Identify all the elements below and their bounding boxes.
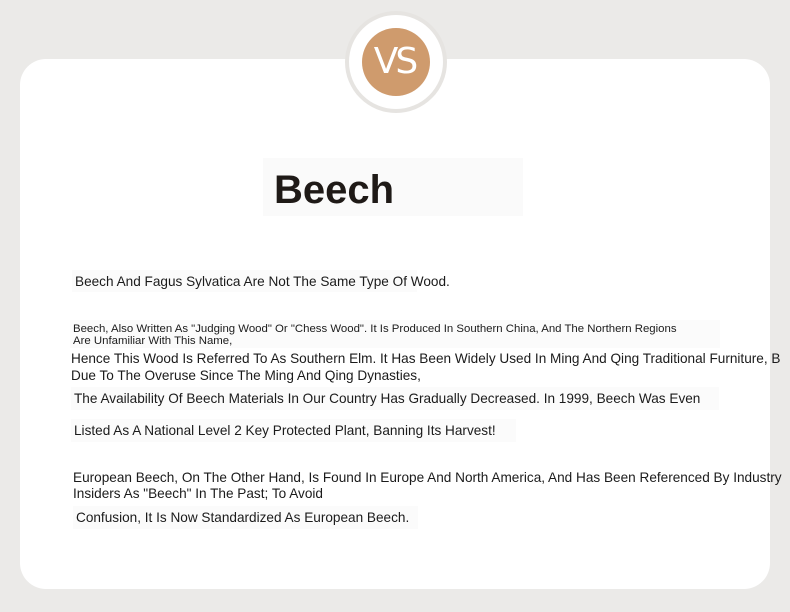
page-title: Beech xyxy=(274,168,395,212)
paragraph-line: Insiders As "Beech" In The Past; To Avoid xyxy=(73,486,323,501)
paragraph-line: Listed As A National Level 2 Key Protected Plant, Banning Its Harvest! xyxy=(74,423,496,438)
vs-badge xyxy=(362,28,430,96)
paragraph-line: Are Unfamiliar With This Name, xyxy=(73,335,233,347)
paragraph-line: The Availability Of Beech Materials In Our Country Has Gradually Decreased. In 1999, Beech Was Even xyxy=(74,391,701,406)
paragraph-line: Beech, Also Written As "Judging Wood" Or "Chess Wood". It Is Produced In Southern China, And The Northern Regions xyxy=(73,323,677,335)
paragraph-line: European Beech, On The Other Hand, Is Found In Europe And North America, And Has Been Referenced By Industry xyxy=(73,470,782,485)
paragraph-line: Hence This Wood Is Referred To As Southern Elm. It Has Been Widely Used In Ming And Qing Traditional Furniture, B xyxy=(71,351,781,366)
intro-text: Beech And Fagus Sylvatica Are Not The Same Type Of Wood. xyxy=(75,274,450,289)
paragraph-line: Confusion, It Is Now Standardized As European Beech. xyxy=(76,510,410,525)
vs-badge-label: VS xyxy=(373,41,416,82)
paragraph-line: Due To The Overuse Since The Ming And Qing Dynasties, xyxy=(71,368,421,383)
